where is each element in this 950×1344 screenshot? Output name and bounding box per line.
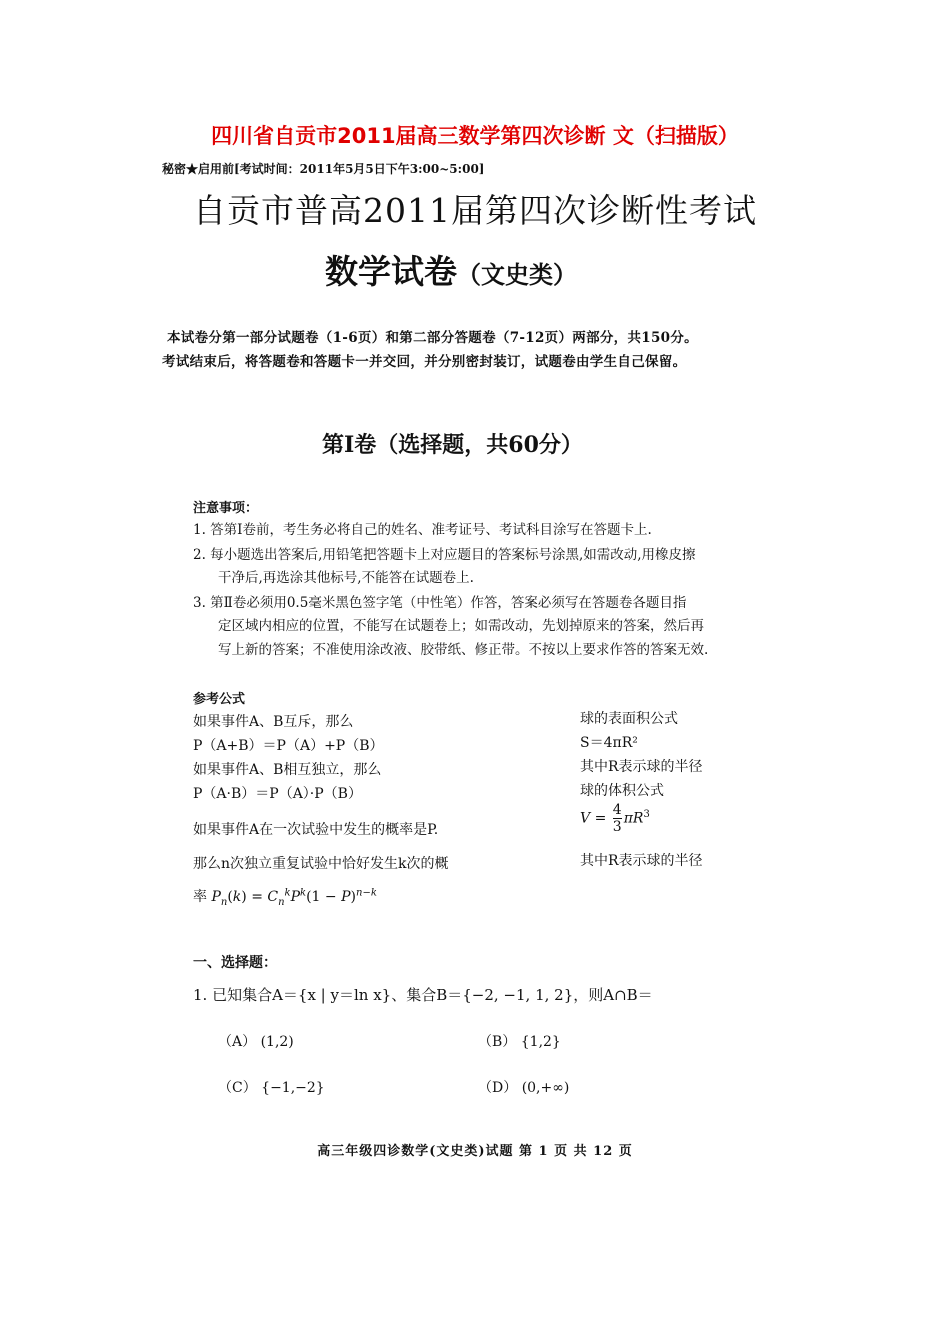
formula-right-line: 其中R表示球的半径 bbox=[580, 853, 703, 869]
formula-left-line: 如果事件A、B互斥，那么 bbox=[193, 714, 354, 730]
formula-left-line: 如果事件A在一次试验中发生的概率是P. bbox=[193, 822, 439, 838]
notice-heading: 注意事项： bbox=[193, 501, 259, 516]
notice-item: 写上新的答案；不准使用涂改液、胶带纸、修正带。不按以上要求作答的答案无效. bbox=[218, 642, 709, 658]
formula-right-line: S＝4πR² bbox=[580, 735, 638, 751]
option-a bbox=[218, 1031, 294, 1051]
formula-right-line: 球的表面积公式 bbox=[580, 711, 678, 727]
formula-right-line: 球的体积公式 bbox=[580, 783, 664, 799]
exam-title: 自贡市普高2011届第四次诊断性考试 bbox=[193, 191, 757, 230]
subject-title bbox=[325, 246, 577, 293]
sphere-volume-formula: V = $\frac{4}{3}$ $\pi R^3$ bbox=[580, 802, 650, 835]
question-section-heading: 一、选择题： bbox=[193, 955, 277, 971]
intro-line-2: 考试结束后，将答题卷和答题卡一并交回，并分别密封装订，试题卷由学生自己保留。 bbox=[162, 354, 687, 370]
notice-item: 定区域内相应的位置，不能写在试题卷上；如需改动，先划掉原来的答案，然后再 bbox=[218, 618, 704, 634]
formula-right-line: 其中R表示球的半径 bbox=[580, 759, 703, 775]
option-label: （C） bbox=[218, 1080, 257, 1096]
option-value: (1,2) bbox=[260, 1034, 294, 1050]
option-c bbox=[218, 1077, 325, 1097]
notice-item: 1. 答第Ⅰ卷前，考生务必将自己的姓名、准考证号、考试科目涂写在答题卡上. bbox=[193, 522, 652, 538]
formula-left-line: 那么n次独立重复试验中恰好发生k次的概 bbox=[193, 856, 449, 872]
intro-line-1: 本试卷分第一部分试题卷（1-6页）和第二部分答题卷（7-12页）两部分，共150分。 bbox=[167, 330, 698, 346]
subject-category: （文史类） bbox=[457, 260, 577, 289]
formula-left-line: 如果事件A、B相互独立，那么 bbox=[193, 762, 382, 778]
option-value: {1,2} bbox=[520, 1034, 561, 1050]
exam-time-line: 秘密★启用前[考试时间：2011年5月5日下午3:00~5:00] bbox=[162, 162, 485, 176]
formula-left-line: P（A+B）＝P（A）+P（B） bbox=[193, 738, 384, 754]
section-title: 第Ⅰ卷（选择题，共60分） bbox=[322, 432, 583, 458]
subject-name: 数学试卷 bbox=[325, 252, 457, 291]
notice-item: 3. 第Ⅱ卷必须用0.5毫米黑色签字笔（中性笔）作答，答案必须写在答题卷各题目指 bbox=[193, 595, 687, 611]
option-label: （B） bbox=[478, 1034, 517, 1050]
document-title: 四川省自贡市2011届高三数学第四次诊断 文（扫描版） bbox=[211, 124, 739, 148]
option-b bbox=[478, 1031, 561, 1051]
formula-left-line: P（A·B）＝P（A）·P（B） bbox=[193, 786, 362, 802]
notice-item: 干净后,再选涂其他标号,不能答在试题卷上. bbox=[218, 570, 474, 586]
option-d bbox=[478, 1077, 569, 1097]
binomial-formula: 率 $P_n(k) = C_n^kP^k(1 - P)^{n-k}$ bbox=[193, 887, 377, 908]
option-value: {−1,−2} bbox=[261, 1080, 325, 1096]
formula-heading: 参考公式 bbox=[193, 692, 246, 707]
option-label: （D） bbox=[478, 1080, 518, 1096]
option-value: (0,+∞) bbox=[521, 1080, 570, 1096]
option-label: （A） bbox=[218, 1034, 257, 1050]
question-1-stem: 1. 已知集合A＝{x | y＝ln x}、集合B＝{−2, −1, 1, 2}，则A∩B＝ bbox=[193, 986, 653, 1004]
formula-left-line: 率 bbox=[193, 889, 207, 905]
page-footer: 高三年级四诊数学(文史类)试题 第 1 页 共 12 页 bbox=[317, 1144, 633, 1159]
notice-item: 2. 每小题选出答案后,用铅笔把答题卡上对应题目的答案标号涂黑,如需改动,用橡皮擦 bbox=[193, 547, 696, 563]
